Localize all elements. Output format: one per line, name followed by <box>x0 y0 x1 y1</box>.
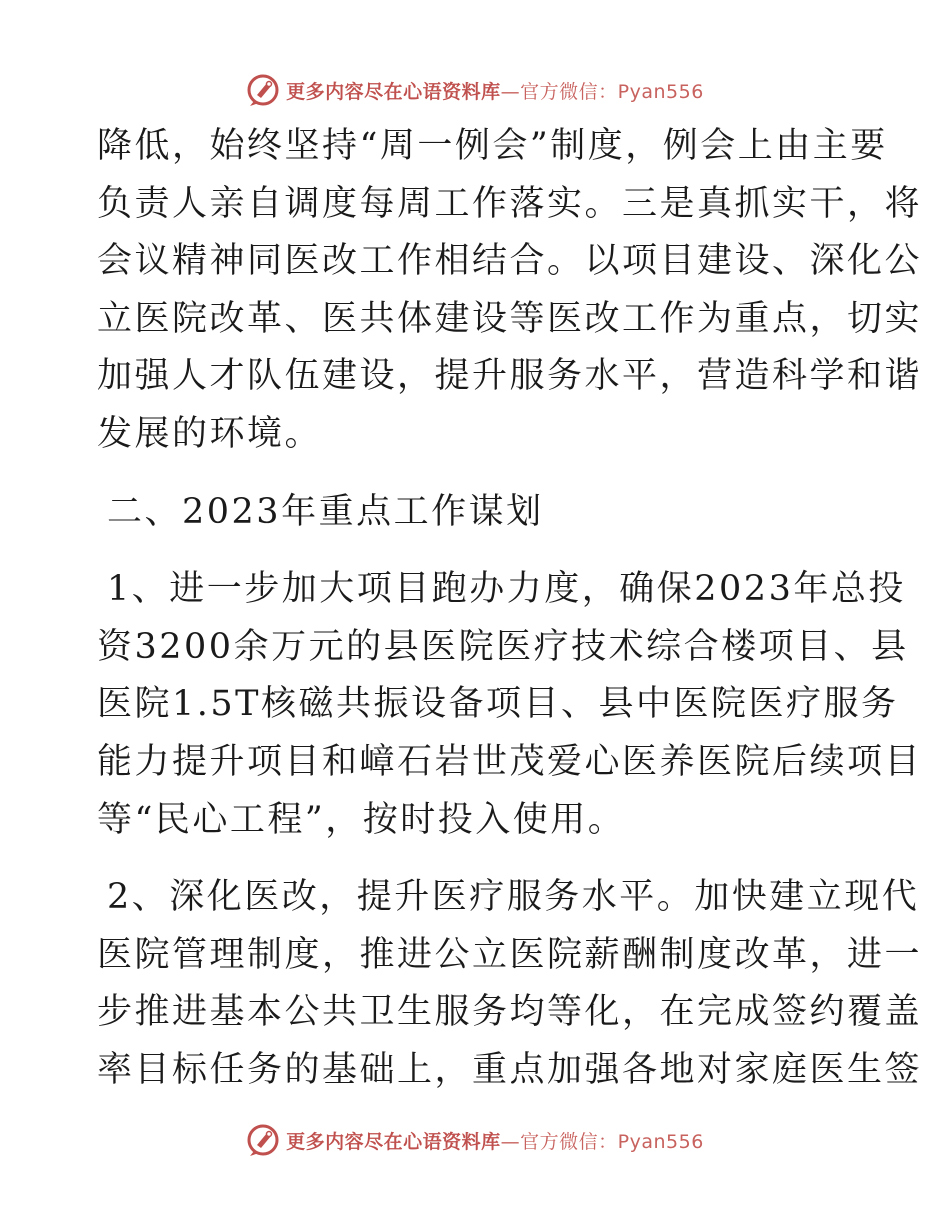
text-line: 负责人亲自调度每周工作落实。三是真抓实干，将 <box>97 183 923 224</box>
text-line: 降低，始终坚持“周一例会”制度，例会上由主要 <box>97 126 888 166</box>
text-line: 医院管理制度，推进公立医院薪酬制度改革，进一 <box>97 934 923 975</box>
spacer <box>97 541 857 561</box>
speech-bubble-logo-icon <box>246 1123 280 1157</box>
banner-text <box>286 1127 704 1154</box>
text-line: 步推进基本公共卫生服务均等化，在完成签约覆盖 <box>97 992 923 1033</box>
text-line: 能力提升项目和嶂石岩世茂爱心医养医院后续项目 <box>97 741 923 782</box>
banner-text <box>286 77 704 104</box>
spacer <box>97 849 857 869</box>
text-line: 2、深化医改，提升医疗服务水平。加快建立现代 <box>107 877 920 918</box>
speech-bubble-logo-icon <box>246 73 280 107</box>
text-line: 率目标任务的基础上，重点加强各地对家庭医生签 <box>97 1049 923 1090</box>
text-line: 发展的环境。 <box>97 413 323 454</box>
text-line: 资3200余万元的县医院医疗技术综合楼项目、县 <box>97 626 909 667</box>
text-line: 会议精神同医改工作相结合。以项目建设、深化公 <box>97 241 923 282</box>
paragraph-2 <box>97 561 923 849</box>
section-heading: 二、2023年重点工作谋划 <box>107 491 544 532</box>
text-line: 1、进一步加大项目跑办力度，确保2023年总投 <box>107 569 906 610</box>
text-line: 医院1.5T核磁共振设备项目、县中医院医疗服务 <box>97 684 899 725</box>
paragraph-1 <box>97 118 923 464</box>
text-line: 等“民心工程”，按时投入使用。 <box>97 799 626 840</box>
banner-title: 更多内容尽在心语资料库 <box>286 80 501 103</box>
banner-contact: —官方微信：Pyan556 <box>500 80 704 103</box>
paragraph-3 <box>97 869 923 1099</box>
spacer <box>97 464 857 484</box>
document-body <box>97 118 923 1100</box>
text-line: 立医院改革、医共体建设等医改工作为重点，切实 <box>97 298 923 339</box>
banner-contact: —官方微信：Pyan556 <box>500 1130 704 1153</box>
header-banner <box>0 72 950 108</box>
footer-banner <box>0 1122 950 1158</box>
text-line: 加强人才队伍建设，提升服务水平，营造科学和谐 <box>97 356 923 397</box>
banner-title: 更多内容尽在心语资料库 <box>286 1130 501 1153</box>
